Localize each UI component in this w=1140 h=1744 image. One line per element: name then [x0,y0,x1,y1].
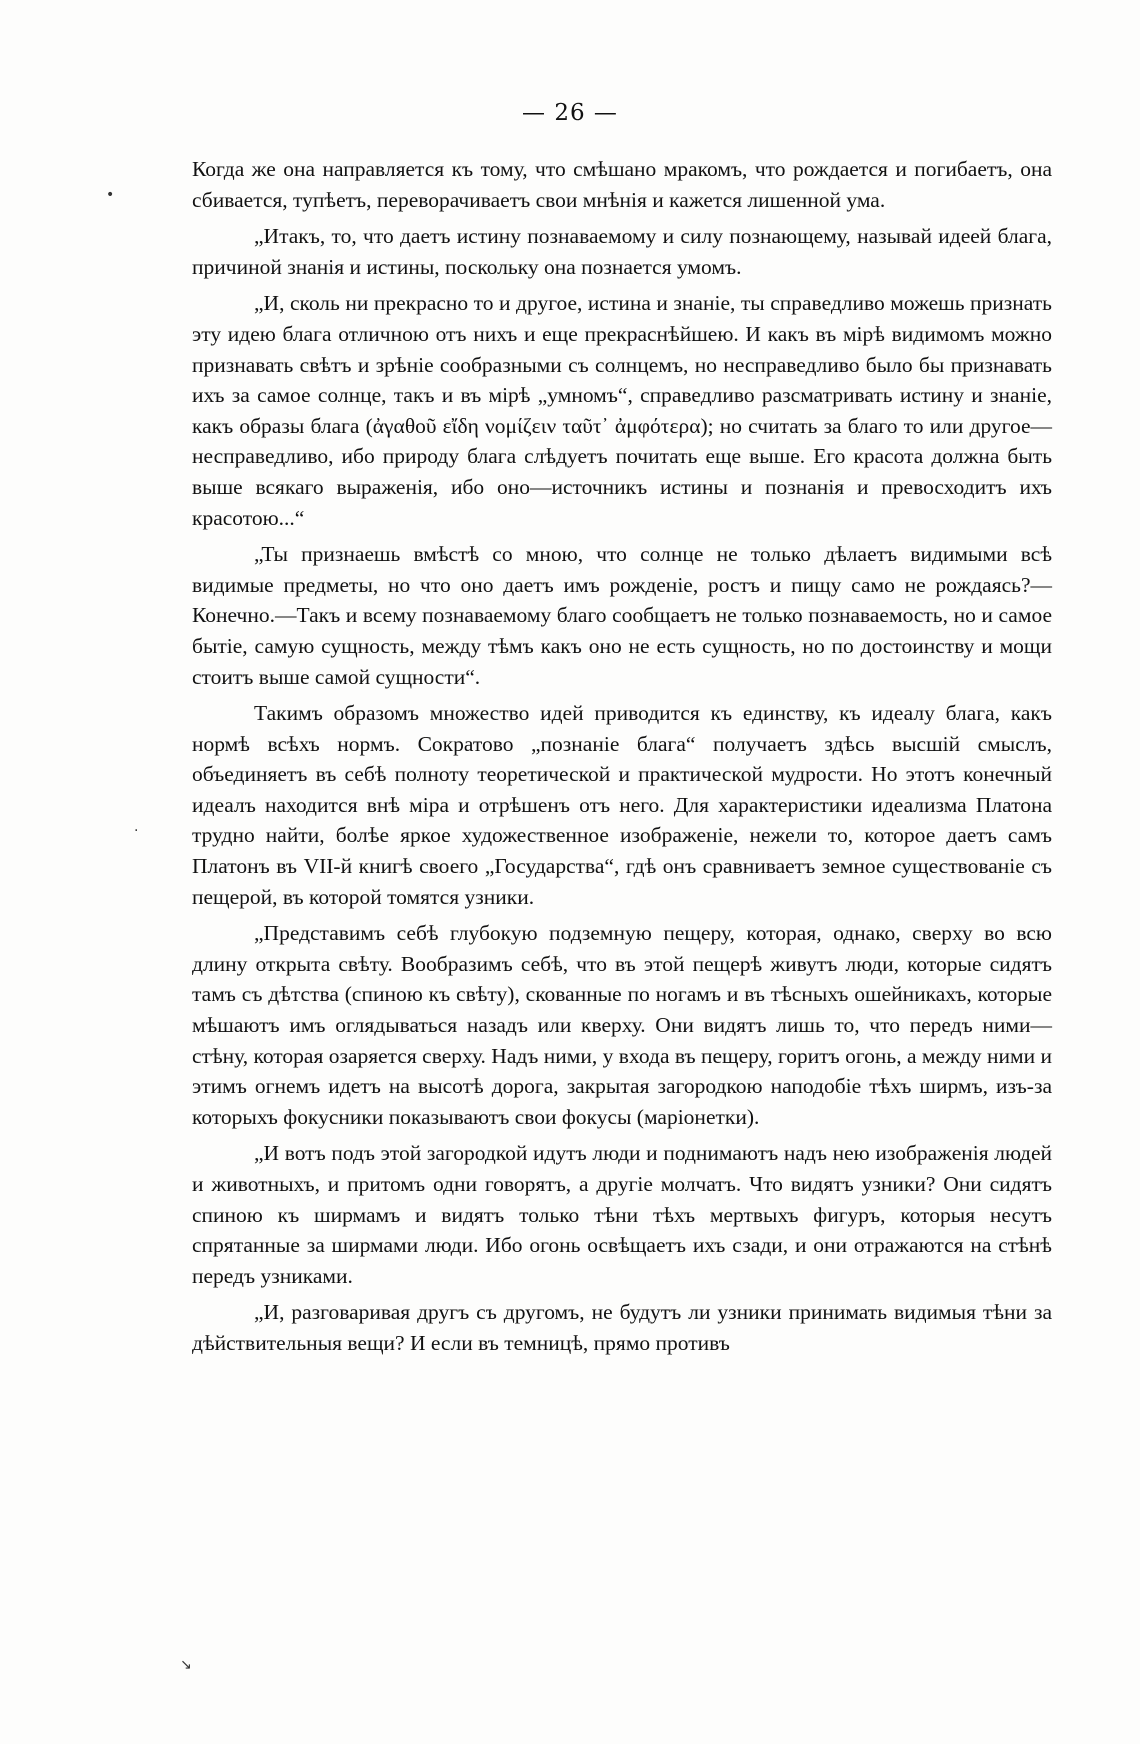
paragraph-6: „Представимъ себѣ глубокую подземную пещеру, которая, однако, сверху во всю длину открыта свѣту. Вообразимъ себѣ, что въ этой пещерѣ живутъ люди, которые сидятъ тамъ съ дѣтства (спиною къ свѣту), скованные по ногамъ и въ тѣсныхъ ошейникахъ, которые мѣшаютъ имъ оглядываться назадъ или кверху. Они видятъ лишь то, что передъ ними—стѣну, которая озаряется сверху. Надъ ними, у входа въ пещеру, горитъ огонь, а между ними и этимъ огнемъ идетъ на высотѣ дорога, закрытая загородкою наподобіе тѣхъ ширмъ, изъ-за которыхъ фокусники показываютъ свои фокусы (маріонетки). [192,921,1052,1129]
paragraph-2: „Итакъ, то, что даетъ истину познаваемому и силу познающему, называй идеей блага, причиной знанія и истины, поскольку она познается умомъ. [192,224,1052,279]
speck-mark-2: · [134,823,139,839]
speck-mark-3: ↘ [180,1657,192,1673]
page-number: — 26 — [522,100,618,126]
paragraph-8: „И, разговаривая другъ съ другомъ, не будутъ ли узники принимать видимыя тѣни за дѣйствительныя вещи? И если въ темницѣ, прямо противъ [192,1300,1052,1355]
body-text [192,154,1052,1359]
paragraph-3: „И, сколь ни прекрасно то и другое, истина и знаніе, ты справедливо можешь признать эту идею блага отличною отъ нихъ и еще прекраснѣйшею. И какъ въ мірѣ видимомъ можно признавать свѣтъ и зрѣніе сообразными съ солнцемъ, но несправедливо было бы признавать ихъ за самое солнце, такъ и въ мірѣ „умномъ“, справедливо разсматривать истину и знаніе, какъ образы блага (ἀγαθοῦ εἴδη νομίζειν ταῦτ᾽ ἀμφότερα); но считать за благо то или другое—несправедливо, ибо природу блага слѣдуетъ почитать еще выше. Его красота должна быть выше всякаго выраженія, ибо оно—источникъ истины и познанія и превосходитъ ихъ красотою...“ [192,291,1052,530]
paragraph-5: Такимъ образомъ множество идей приводится къ единству, къ идеалу блага, какъ нормѣ всѣхъ нормъ. Сократово „познаніе блага“ получаетъ здѣсь высшій смыслъ, объединяетъ въ себѣ полноту теоретической и практической мудрости. Но этотъ конечный идеалъ находится внѣ міра и отрѣшенъ отъ него. Для характеристики идеализма Платона трудно найти, болѣе яркое художественное изображеніе, нежели то, которое даетъ самъ Платонъ въ VII-й книгѣ своего „Государства“, гдѣ онъ сравниваетъ земное существованіе съ пещерой, въ которой томятся узники. [192,701,1052,909]
paragraph-4: „Ты признаешь вмѣстѣ со мною, что солнце не только дѣлаетъ видимыми всѣ видимые предметы, но что оно даетъ имъ рожденіе, ростъ и пищу само не рождаясь?—Конечно.—Такъ и всему познаваемому благо сообщаетъ не только познаваемость, но и самое бытіе, самую сущность, между тѣмъ какъ оно не есть сущность, но по достоинству и мощи стоитъ выше самой сущности“. [192,542,1052,689]
speck-mark-1: • [106,187,115,203]
paragraph-1: Когда же она направляется къ тому, что смѣшано мракомъ, что рождается и погибаетъ, она сбивается, тупѣетъ, переворачиваетъ свои мнѣнія и кажется лишенной ума. [192,157,1052,212]
paragraph-7: „И вотъ подъ этой загородкой идутъ люди и поднимаютъ надъ нею изображенія людей и животныхъ, и притомъ одни говорятъ, а другіе молчатъ. Что видятъ узники? Они сидятъ спиною къ ширмамъ и видятъ только тѣни тѣхъ мертвыхъ фигуръ, которыя несутъ спрятанные за ширмами люди. Ибо огонь освѣщаетъ ихъ сзади, и они отражаются на стѣнѣ передъ узниками. [192,1141,1052,1288]
